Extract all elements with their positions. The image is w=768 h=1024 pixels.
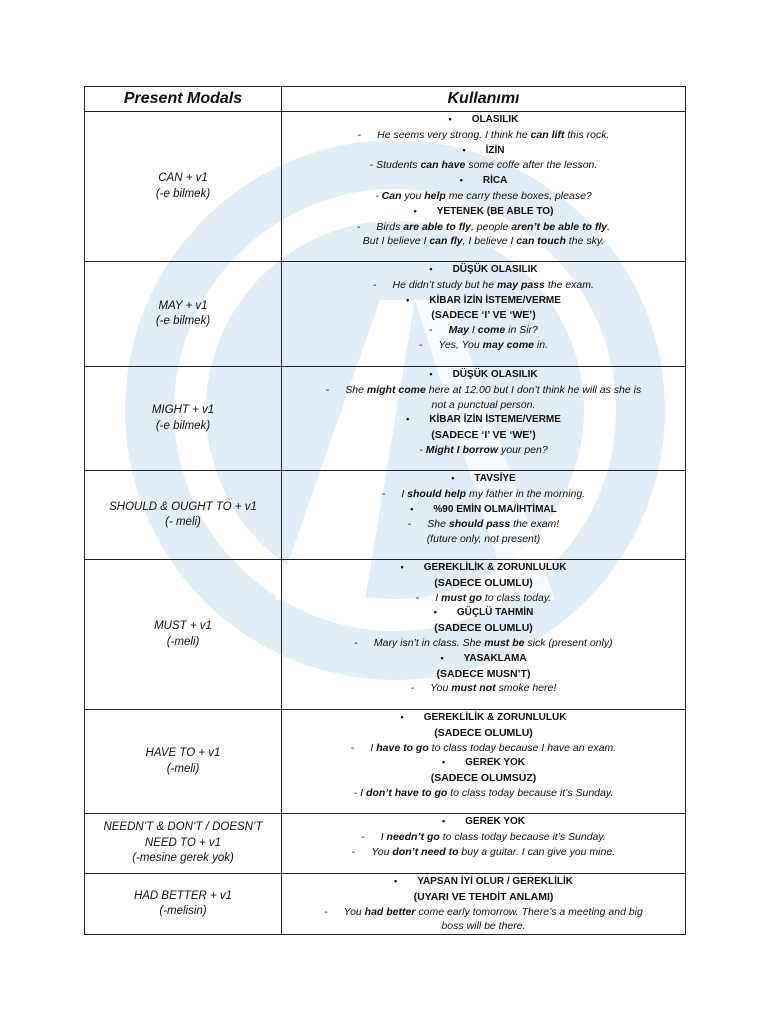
example-text: some coffe after the lesson. (465, 159, 598, 172)
example-text: , I believe I (462, 235, 517, 248)
dash-icon: - (350, 741, 355, 754)
example-sentence (282, 443, 685, 458)
usage-heading-text: İZİN (485, 144, 505, 156)
usage-note: (SADECE OLUMSUZ) (430, 772, 537, 785)
example-sentence (282, 681, 685, 696)
usage-heading (282, 293, 685, 309)
example-emphasis: must not (451, 682, 496, 695)
row-can (85, 112, 686, 262)
usage-heading-text: %90 EMİN OLMA/İHTİMAL (433, 503, 557, 515)
example-text: I (435, 591, 442, 604)
usage-heading (282, 502, 685, 518)
header-row (85, 87, 686, 112)
example-text: to class today because I have an exam. (428, 741, 617, 754)
example-text: here at 12.00 but I don’t think he will as she is (425, 383, 642, 396)
usage-heading-text: YASAKLAMA (463, 652, 527, 664)
usage-cell (282, 710, 686, 814)
example-text: to class today. (481, 591, 552, 604)
example-text: - (419, 443, 426, 456)
bullet-icon: • (433, 607, 437, 618)
example-text: You (343, 905, 365, 918)
example-text: my father in the morning. (466, 487, 586, 500)
usage-heading (282, 605, 685, 621)
row-have-to (85, 710, 686, 814)
bullet-icon: • (400, 562, 404, 572)
example-emphasis: Can (381, 189, 402, 202)
example-text: boss will be there. (441, 920, 526, 933)
example-emphasis: can touch (516, 235, 566, 248)
usage-heading-text: GÜÇLÜ TAHMİN (456, 607, 534, 619)
usage-heading-text: KİBAR İZİN İSTEME/VERME (429, 294, 561, 306)
example-text: (future only, not present) (426, 533, 541, 546)
bullet-icon: • (451, 473, 455, 483)
usage-cell (282, 814, 686, 874)
usage-cell (282, 874, 686, 935)
example-emphasis: May (448, 324, 470, 337)
example-text: buy a guitar. I can give you mine. (458, 845, 616, 858)
bullet-icon: • (440, 652, 444, 663)
example-text: . (607, 220, 611, 233)
usage-heading-text: RİCA (482, 175, 508, 187)
usage-heading-text: GEREK YOK (465, 816, 525, 827)
example-text: - (375, 189, 382, 202)
example-emphasis: needn’t go (386, 830, 440, 843)
example-text: , people (470, 220, 512, 233)
modal-label: MUST + v1 (154, 620, 212, 632)
modal-label: (-e bilmek) (155, 315, 211, 327)
usage-note: (SADECE ‘I’ VE ‘WE’) (431, 309, 536, 322)
bullet-icon: • (459, 175, 463, 186)
usage-heading-text: TAVSİYE (474, 473, 516, 484)
usage-heading-text: OLASILIK (471, 114, 519, 125)
usage-heading (282, 471, 685, 487)
modal-label: HAD BETTER + v1 (133, 889, 233, 902)
usage-note: (SADECE OLUMLU) (434, 726, 533, 739)
usage-heading (282, 262, 685, 278)
dash-icon: - (373, 278, 377, 291)
usage-note: (SADECE OLUMLU) (434, 622, 533, 635)
bullet-icon: • (429, 369, 433, 379)
example-text: to class today because it’s Sunday. (447, 786, 614, 799)
bullet-icon: • (406, 414, 410, 425)
row-neednt (85, 814, 686, 874)
dash-icon: - (351, 845, 356, 858)
example-text: come early tomorrow. There’s a meeting and big (415, 905, 643, 918)
bullet-icon: • (400, 712, 404, 722)
example-text: Mary isn’t in class. She (373, 636, 485, 649)
example-text: He didn’t study but he (392, 278, 498, 291)
dash-icon: - (429, 324, 433, 337)
example-text: I (370, 741, 377, 754)
example-sentence (282, 517, 685, 532)
modal-label: (-mesine gerek yok) (132, 852, 234, 865)
example-text: Birds (376, 220, 404, 233)
example-emphasis: come (477, 324, 506, 337)
example-text: She (345, 383, 367, 396)
example-text: You (430, 682, 452, 695)
usage-heading (282, 710, 685, 726)
example-text: this rock. (564, 128, 610, 141)
row-must (85, 560, 686, 710)
example-sentence (282, 323, 685, 338)
modal-label: NEED TO + v1 (144, 836, 222, 849)
usage-heading-text: KİBAR İZİN İSTEME/VERME (429, 414, 561, 426)
modal-label: NEEDN’T & DON’T / DOESN’T (103, 821, 263, 834)
usage-note: (SADECE MUSN’T) (436, 667, 531, 680)
row-may (85, 262, 686, 367)
example-emphasis: may come (482, 338, 535, 351)
example-sentence (282, 398, 685, 413)
usage-heading (282, 143, 685, 159)
example-text: Yes, You (438, 338, 483, 351)
example-sentence (282, 830, 685, 845)
modal-cell (85, 112, 282, 262)
usage-heading-text: YAPSAN İYİ OLUR / GEREKLİLİK (417, 876, 573, 887)
usage-heading (282, 814, 685, 830)
row-should (85, 471, 686, 560)
dash-icon: - (418, 338, 423, 351)
usage-cell (282, 112, 686, 262)
example-sentence (282, 636, 685, 651)
example-sentence (282, 220, 685, 235)
usage-heading (282, 204, 685, 220)
example-emphasis: had better (364, 905, 416, 918)
usage-cell (282, 262, 686, 367)
example-text: in. (534, 338, 549, 351)
usage-heading-text: DÜŞÜK OLASILIK (452, 264, 538, 275)
modal-cell (85, 814, 282, 874)
modal-label: MAY + v1 (158, 299, 208, 312)
usage-heading (282, 112, 685, 128)
example-text: I (469, 324, 478, 337)
usage-heading (282, 755, 685, 771)
example-text: But I believe I (362, 235, 430, 248)
usage-heading (282, 412, 685, 428)
bullet-icon: • (406, 294, 410, 305)
example-emphasis: don’t need to (392, 845, 459, 858)
dash-icon: - (356, 220, 361, 233)
example-text: I (401, 487, 408, 500)
example-sentence (282, 128, 685, 143)
example-emphasis: aren’t be able to fly (511, 220, 608, 233)
example-text: She (427, 518, 449, 531)
usage-note: (SADECE ‘I’ VE ‘WE’) (431, 429, 536, 442)
bullet-icon: • (448, 114, 452, 124)
example-sentence (282, 189, 685, 204)
modal-label: CAN + v1 (158, 172, 208, 184)
example-text: - Students (369, 159, 421, 172)
dash-icon: - (381, 487, 386, 500)
bullet-icon: • (442, 816, 446, 826)
example-text: sick (present only) (524, 636, 613, 649)
example-emphasis: can lift (530, 128, 565, 141)
example-emphasis: help (424, 189, 446, 202)
modal-label: (-meli) (166, 762, 200, 775)
example-emphasis: can fly (429, 235, 463, 248)
example-text: in Sir? (505, 324, 538, 337)
bullet-icon: • (429, 264, 433, 274)
bullet-icon: • (410, 503, 414, 514)
dash-icon: - (361, 830, 365, 843)
modal-cell (85, 367, 282, 471)
modal-cell (85, 560, 282, 710)
example-emphasis: can have (420, 159, 466, 172)
row-had-better (85, 874, 686, 935)
modal-cell (85, 874, 282, 935)
modal-cell (85, 471, 282, 560)
example-sentence (282, 905, 685, 920)
usage-heading (282, 173, 685, 189)
usage-heading-text: GEREKLİLİK & ZORUNLULUK (423, 562, 567, 573)
example-emphasis: are able to fly (403, 220, 471, 233)
modal-label: (-e bilmek) (155, 419, 211, 432)
bullet-icon: • (413, 205, 417, 216)
example-emphasis: should pass (448, 518, 511, 531)
example-text: not a punctual person. (431, 398, 536, 411)
header-present-modals: Present Modals (85, 87, 282, 112)
example-emphasis: have to go (376, 741, 429, 754)
modals-table (84, 86, 686, 935)
example-sentence (282, 338, 685, 353)
example-text: me carry these boxes, please? (445, 189, 592, 202)
example-sentence (282, 532, 685, 547)
example-text: to class today because it’s Sunday. (439, 830, 606, 843)
usage-heading-text: GEREKLİLİK & ZORUNLULUK (423, 712, 567, 723)
example-sentence (282, 919, 685, 934)
modal-label: SHOULD & OUGHT TO + v1 (109, 500, 257, 513)
example-sentence (282, 158, 685, 173)
example-sentence (282, 786, 685, 801)
example-text: the exam. (544, 278, 594, 291)
usage-heading (282, 367, 685, 383)
example-emphasis: don’t have to go (366, 786, 448, 799)
modal-cell (85, 262, 282, 367)
example-sentence (282, 234, 685, 249)
modal-label: HAVE TO + v1 (145, 747, 221, 759)
usage-note: (SADECE OLUMLU) (434, 576, 533, 589)
example-sentence (282, 741, 685, 756)
example-sentence (282, 845, 685, 860)
modal-label: (- meli) (165, 516, 201, 528)
example-emphasis: Might I borrow (425, 443, 499, 456)
example-sentence (282, 383, 685, 398)
example-sentence (282, 278, 685, 293)
example-text: You (371, 845, 393, 858)
usage-note: (UYARI VE TEHDİT ANLAMI) (413, 890, 554, 903)
dash-icon: - (407, 518, 412, 531)
example-emphasis: must go (441, 591, 482, 604)
dash-icon: - (410, 682, 415, 695)
example-emphasis: should help (407, 487, 467, 500)
row-might (85, 367, 686, 471)
example-emphasis: must be (484, 636, 525, 649)
modal-label: (-melisin) (159, 905, 207, 918)
example-text: you (401, 189, 425, 202)
example-text: your pen? (498, 443, 548, 456)
example-sentence (282, 487, 685, 502)
modal-cell (85, 710, 282, 814)
modal-label: MIGHT + v1 (151, 404, 215, 416)
dash-icon: - (354, 636, 358, 649)
example-text: - I (353, 786, 366, 799)
example-sentence (282, 591, 685, 606)
usage-cell (282, 560, 686, 710)
example-text: smoke here! (495, 682, 557, 695)
usage-heading-text: DÜŞÜK OLASILIK (452, 369, 538, 380)
bullet-icon: • (442, 757, 446, 768)
bullet-icon: • (394, 876, 398, 886)
dash-icon: - (357, 128, 362, 141)
usage-heading-text: GEREK YOK (465, 757, 525, 769)
example-emphasis: may pass (497, 278, 545, 291)
usage-heading-text: YETENEK (BE ABLE TO) (436, 205, 554, 217)
example-emphasis: might come (366, 383, 426, 396)
modal-label: (-meli) (166, 635, 200, 648)
usage-cell (282, 367, 686, 471)
usage-heading (282, 874, 685, 890)
usage-cell (282, 471, 686, 560)
example-text: I (380, 830, 387, 843)
dash-icon: - (415, 591, 420, 604)
example-text: He seems very strong. I think he (377, 128, 531, 141)
example-text: the exam! (510, 518, 560, 531)
bullet-icon: • (462, 144, 466, 155)
usage-heading (282, 651, 685, 667)
dash-icon: - (324, 905, 328, 918)
usage-heading (282, 560, 685, 576)
dash-icon: - (325, 383, 330, 396)
header-kullanimi: Kullanımı (282, 87, 686, 112)
example-text: the sky. (565, 235, 605, 248)
modal-label: (-e bilmek) (155, 187, 211, 200)
